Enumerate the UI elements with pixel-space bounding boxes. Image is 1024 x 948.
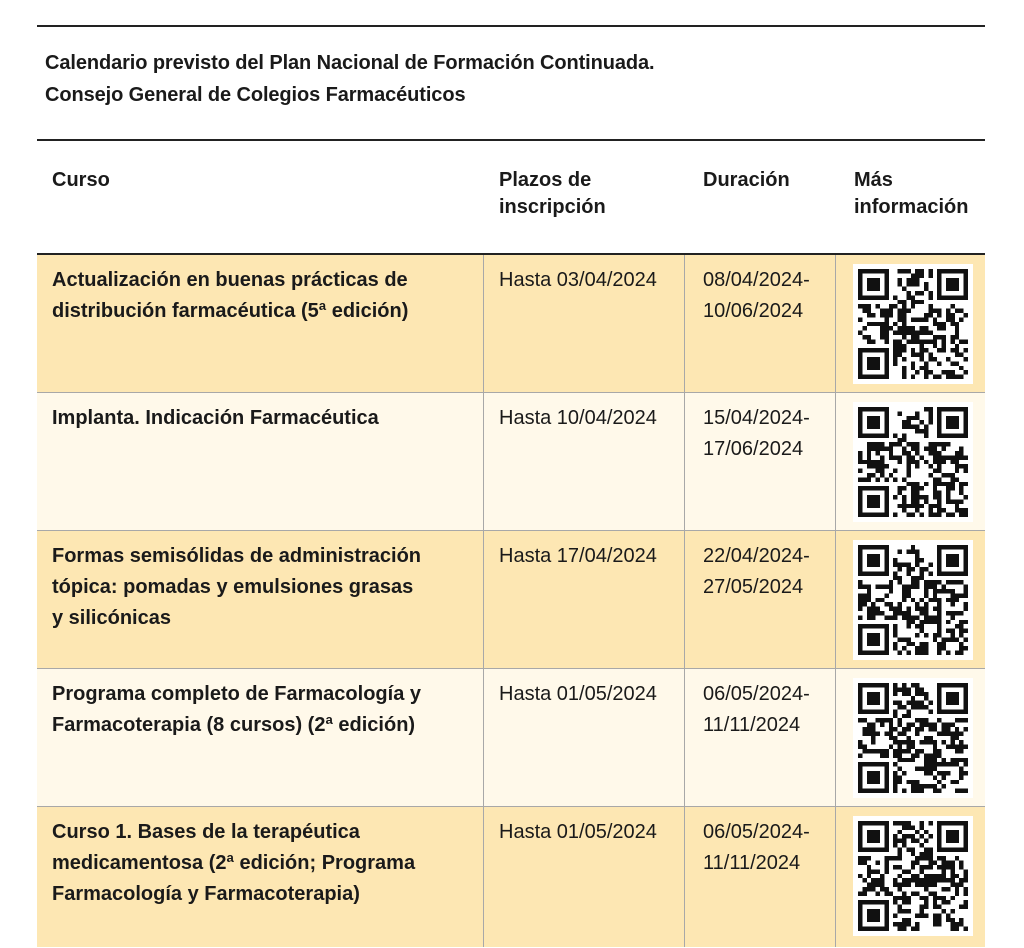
duration-start: 08/04/2024- <box>703 269 810 291</box>
deadline-value: Hasta 03/04/2024 <box>499 269 657 291</box>
duration-cell <box>685 669 836 806</box>
duration-value <box>703 541 810 603</box>
duration-value <box>703 817 810 879</box>
column-header-duration: Duración <box>703 169 790 191</box>
title-line-1: Calendario previsto del Plan Nacional de Formación Continuada. <box>45 52 655 74</box>
deadline-cell <box>484 669 685 806</box>
course-name <box>52 403 472 434</box>
qr-code-graphic <box>858 269 968 379</box>
qr-code-icon[interactable] <box>853 402 973 522</box>
deadline-value: Hasta 17/04/2024 <box>499 545 657 567</box>
table-row <box>37 393 985 531</box>
duration-start: 06/05/2024- <box>703 683 810 705</box>
duration-start: 06/05/2024- <box>703 821 810 843</box>
course-name-line: Curso 1. Bases de la terapéutica <box>52 821 360 843</box>
table-row <box>37 255 985 393</box>
more-info-cell <box>836 669 985 806</box>
course-name-line: medicamentosa (2ª edición; Programa <box>52 852 416 874</box>
duration-value <box>703 403 810 465</box>
course-name <box>52 817 472 910</box>
course-name-line: Actualización en buenas prácticas de <box>52 269 408 291</box>
duration-end: 27/05/2024 <box>703 576 804 598</box>
table-row <box>37 531 985 669</box>
course-name-line: Farmacología y Farmacoterapia) <box>52 883 360 905</box>
qr-code-graphic <box>858 821 968 931</box>
deadline-value: Hasta 01/05/2024 <box>499 683 657 705</box>
deadline-cell <box>484 807 685 947</box>
duration-value <box>703 679 810 741</box>
more-info-cell <box>836 255 985 392</box>
course-name-line: Farmacoterapia (8 cursos) (2ª edición) <box>52 714 416 736</box>
table-row <box>37 669 985 807</box>
qr-code-icon[interactable] <box>853 678 973 798</box>
deadline-cell <box>484 531 685 668</box>
qr-code-icon[interactable] <box>853 264 973 384</box>
qr-code-icon[interactable] <box>853 816 973 936</box>
more-info-cell <box>836 807 985 947</box>
duration-cell <box>685 531 836 668</box>
top-rule <box>37 25 985 27</box>
deadline-value: Hasta 01/05/2024 <box>499 821 657 843</box>
course-cell <box>37 807 484 947</box>
qr-code-graphic <box>858 683 968 793</box>
deadline-value: Hasta 10/04/2024 <box>499 407 657 429</box>
duration-end: 17/06/2024 <box>703 438 804 460</box>
more-info-cell <box>836 531 985 668</box>
column-header-more-info-line2: información <box>854 196 969 218</box>
duration-cell <box>685 807 836 947</box>
course-name-line: Implanta. Indicación Farmacéutica <box>52 407 379 429</box>
course-name-line: tópica: pomadas y emulsiones grasas <box>52 576 414 598</box>
qr-code-graphic <box>858 407 968 517</box>
course-cell <box>37 669 484 806</box>
table-row <box>37 807 985 947</box>
duration-start: 15/04/2024- <box>703 407 810 429</box>
duration-end: 11/11/2024 <box>703 852 801 874</box>
course-name <box>52 679 472 741</box>
column-header-deadline-line2: inscripción <box>499 196 606 218</box>
duration-end: 11/11/2024 <box>703 714 801 736</box>
deadline-cell <box>484 393 685 530</box>
column-header-more-info-line1: Más <box>854 169 893 191</box>
duration-cell <box>685 393 836 530</box>
column-header-course: Curso <box>52 169 110 191</box>
course-name-line: Formas semisólidas de administración <box>52 545 422 567</box>
course-name-line: Programa completo de Farmacología y <box>52 683 421 705</box>
course-name-line: y silicónicas <box>52 607 171 629</box>
duration-cell <box>685 255 836 392</box>
column-header-deadline-line1: Plazos de <box>499 169 592 191</box>
course-cell <box>37 393 484 530</box>
table-body <box>37 255 985 947</box>
qr-code-graphic <box>858 545 968 655</box>
title-line-2: Consejo General de Colegios Farmacéuticos <box>45 84 466 106</box>
course-cell <box>37 531 484 668</box>
column-header-more-info <box>854 167 984 221</box>
course-name <box>52 265 472 327</box>
table-header <box>37 141 985 254</box>
duration-value <box>703 265 810 327</box>
course-cell <box>37 255 484 392</box>
more-info-cell <box>836 393 985 530</box>
page-title <box>45 47 654 111</box>
deadline-cell <box>484 255 685 392</box>
course-name <box>52 541 472 634</box>
qr-code-icon[interactable] <box>853 540 973 660</box>
course-name-line: distribución farmacéutica (5ª edición) <box>52 300 409 322</box>
duration-end: 10/06/2024 <box>703 300 804 322</box>
duration-start: 22/04/2024- <box>703 545 810 567</box>
column-header-deadline <box>499 167 679 221</box>
